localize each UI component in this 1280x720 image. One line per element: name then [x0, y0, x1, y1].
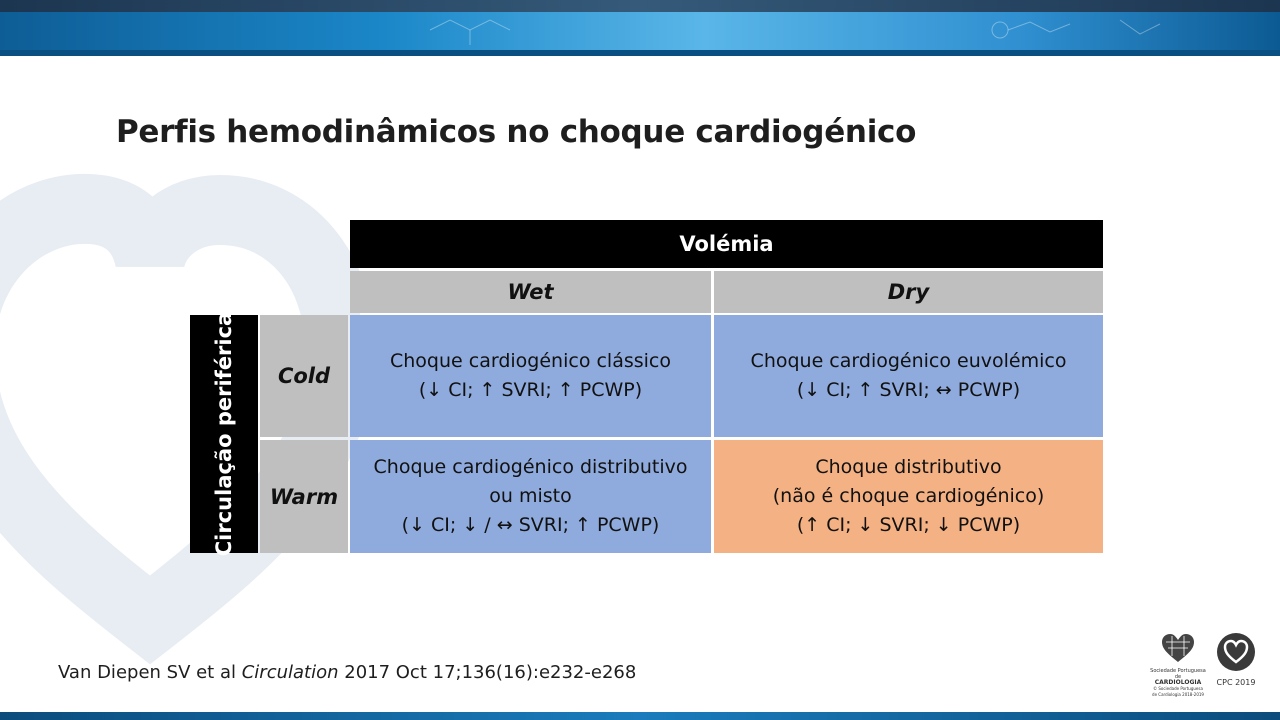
volemia-header: Volémia [350, 220, 1103, 268]
cell-line: Choque cardiogénico distributivo [373, 456, 688, 478]
citation-journal: Circulation [241, 662, 339, 683]
cell-line: (↑ CI; ↓ SVRI; ↓ PCWP) [796, 514, 1021, 536]
spc-line-3: © Sociedade Portuguesa de Cardiologia 2018-2019 [1152, 686, 1204, 697]
peripheral-circulation-label: Circulação periférica [212, 311, 237, 557]
wet-column-header: Wet [350, 271, 711, 313]
citation [58, 662, 636, 683]
heart-circle-icon [1216, 632, 1256, 672]
cold-wet-cell [350, 315, 711, 437]
cell-line: ou misto [489, 485, 572, 507]
banner-bottom-edge [0, 50, 1280, 56]
cold-dry-cell [714, 315, 1103, 437]
cell-line: (↓ CI; ↑ SVRI; ↔ PCWP) [796, 379, 1021, 401]
warm-row-header: Warm [260, 440, 348, 553]
warm-wet-cell [350, 440, 711, 553]
cpc-label: CPC 2019 [1216, 678, 1256, 687]
cell-line: Choque cardiogénico euvolémico [750, 350, 1067, 372]
cell-line: (↓ CI; ↑ SVRI; ↑ PCWP) [418, 379, 643, 401]
slide-title: Perfis hemodinâmicos no choque cardiogénico [116, 114, 917, 150]
spc-line-1: Sociedade Portuguesa de [1150, 668, 1206, 680]
spc-line-2: CARDIOLOGIA [1154, 679, 1202, 686]
citation-authors: Van Diepen SV et al [58, 662, 242, 683]
peripheral-circulation-header [190, 311, 258, 557]
warm-dry-cell [714, 440, 1103, 553]
footer-bar [0, 712, 1280, 720]
cold-row-header: Cold [260, 315, 348, 437]
cell-line: (↓ CI; ↓ / ↔ SVRI; ↑ PCWP) [401, 514, 660, 536]
cpc-logo [1212, 632, 1260, 687]
cell-line: Choque cardiogénico clássico [390, 350, 671, 372]
cell-line: Choque distributivo [815, 456, 1002, 478]
cell-line: (não é choque cardiogénico) [772, 485, 1045, 507]
header-banner [0, 0, 1280, 56]
molecule-pattern-icon [0, 0, 1280, 56]
heart-grid-icon [1160, 632, 1196, 664]
citation-details: 2017 Oct 17;136(16):e232-e268 [338, 662, 637, 683]
spc-logo [1150, 632, 1206, 698]
dry-column-header: Dry [714, 271, 1103, 313]
